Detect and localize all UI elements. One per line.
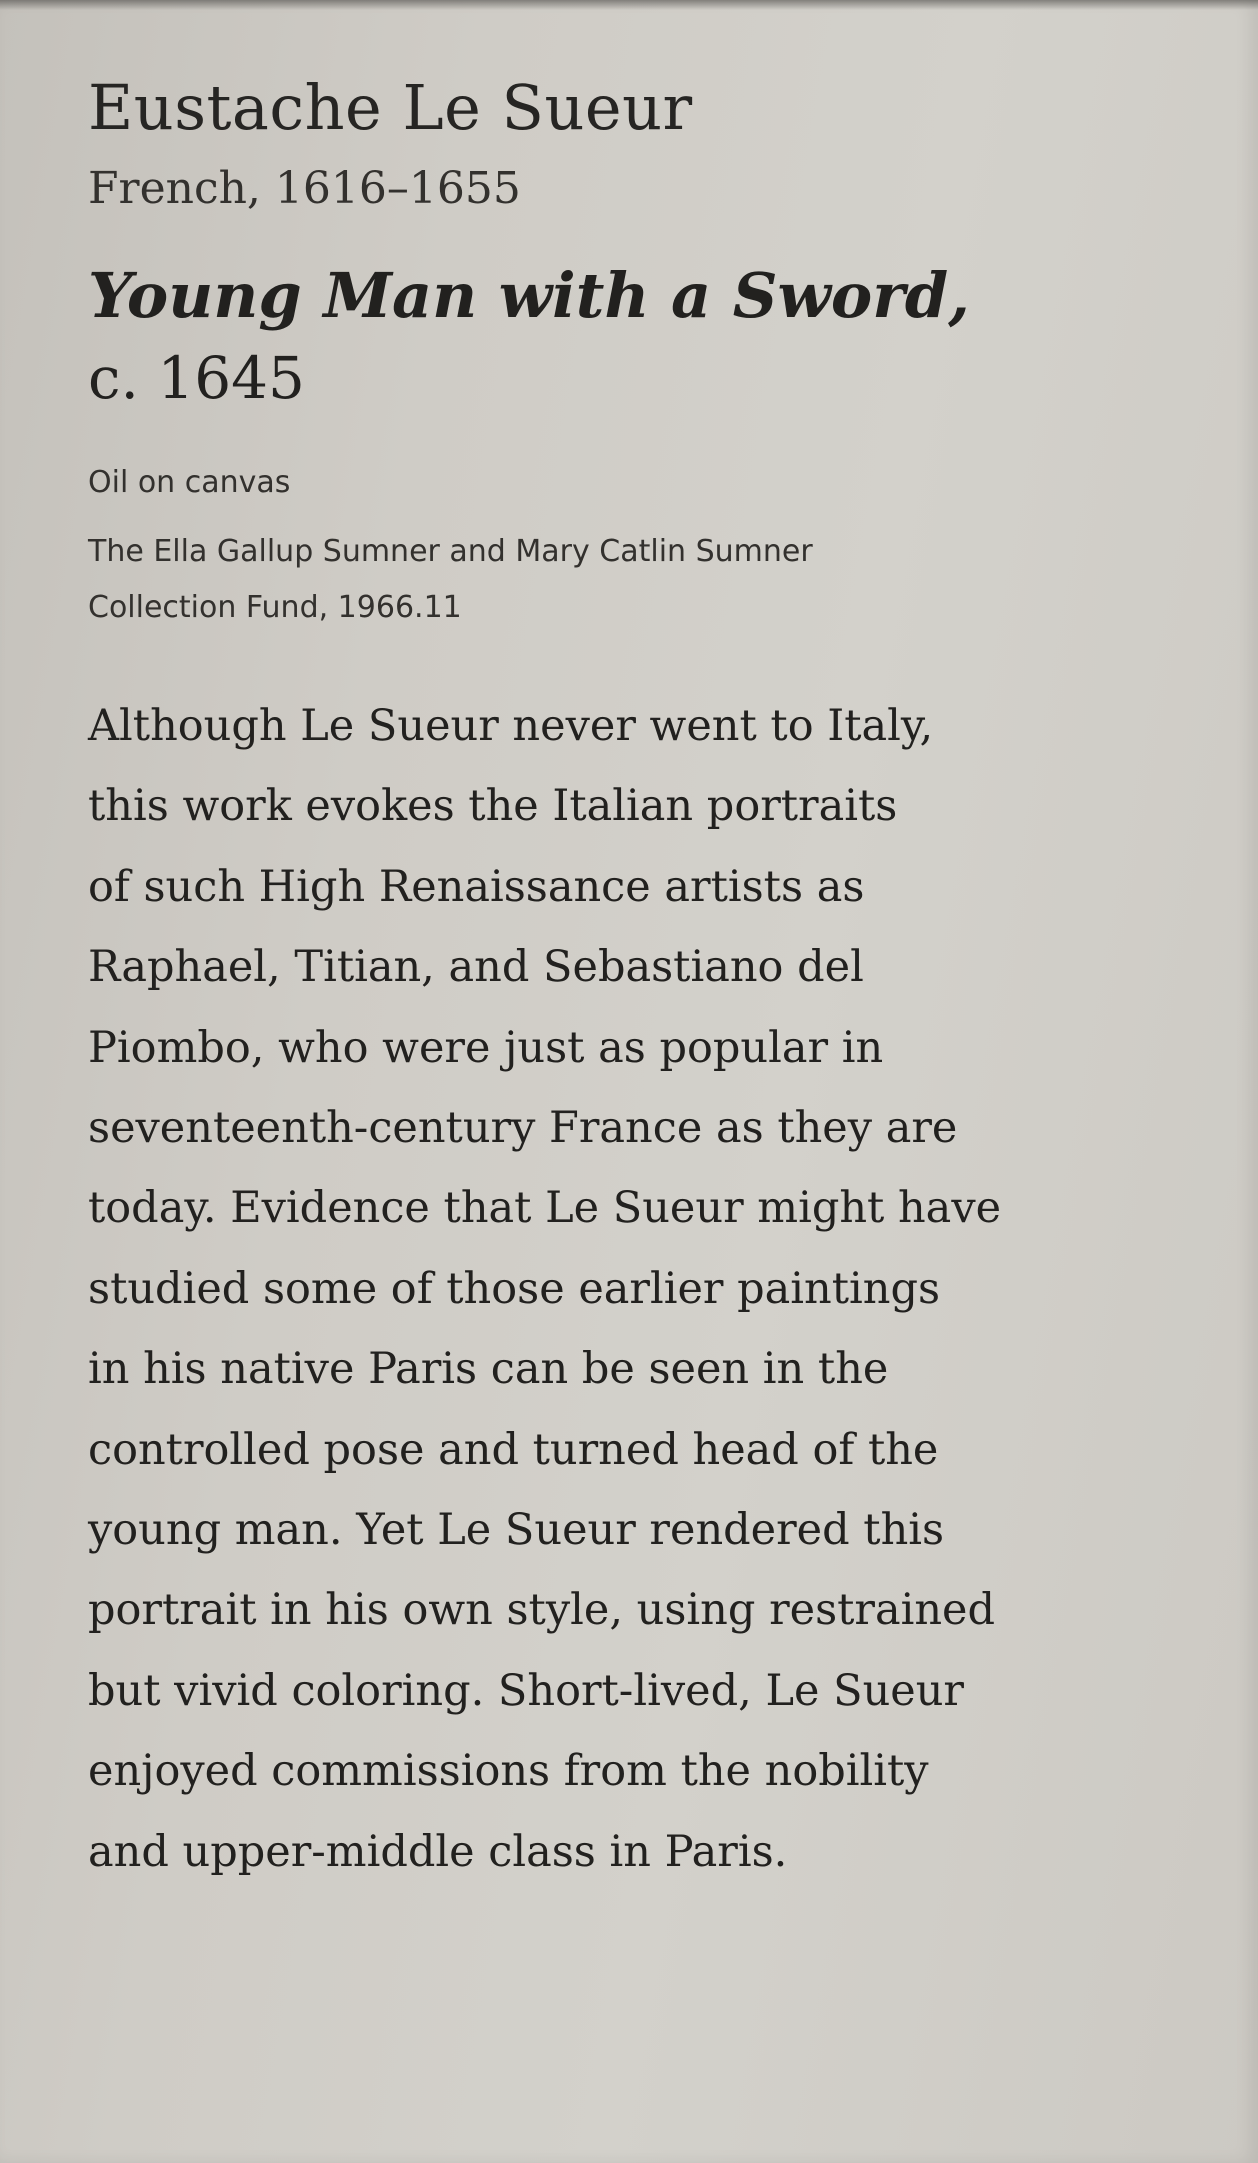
credit-line-1: The Ella Gallup Sumner and Mary Catlin Sumner (88, 534, 813, 569)
artist-name: Eustache Le Sueur (88, 71, 693, 144)
description-line: portrait in his own style, using restrained (88, 1585, 996, 1636)
description-line: young man. Yet Le Sueur rendered this (88, 1505, 945, 1556)
artist-nationality-dates: French, 1616–1655 (88, 163, 521, 214)
description-line: enjoyed commissions from the nobility (88, 1746, 929, 1797)
credit-line (88, 524, 1088, 636)
artwork-title: Young Man with a Sword, (88, 259, 970, 332)
credit-line-2: Collection Fund, 1966.11 (88, 590, 462, 625)
description-line: today. Evidence that Le Sueur might have (88, 1183, 1002, 1234)
description-line: Although Le Sueur never went to Italy, (88, 701, 934, 751)
description-line: studied some of those earlier paintings (88, 1263, 941, 1314)
description-line: seventeenth-century France as they are (88, 1103, 958, 1154)
artwork-description (88, 686, 1208, 1892)
description-line: of such High Renaissance artists as (88, 861, 865, 912)
description-line: but vivid coloring. Short-lived, Le Sueur (88, 1665, 964, 1716)
label-content (88, 70, 1208, 1892)
artwork-medium: Oil on canvas (88, 465, 291, 500)
description-line: Piombo, who were just as popular in (88, 1022, 884, 1073)
description-line: Raphael, Titian, and Sebastiano del (88, 942, 864, 993)
artwork-date: c. 1645 (88, 344, 305, 412)
card-edge-shadow (0, 0, 1258, 10)
description-line: controlled pose and turned head of the (88, 1424, 939, 1475)
description-line: this work evokes the Italian portraits (88, 781, 898, 832)
description-line: and upper-middle class in Paris. (88, 1826, 788, 1877)
description-line: in his native Paris can be seen in the (88, 1344, 889, 1395)
